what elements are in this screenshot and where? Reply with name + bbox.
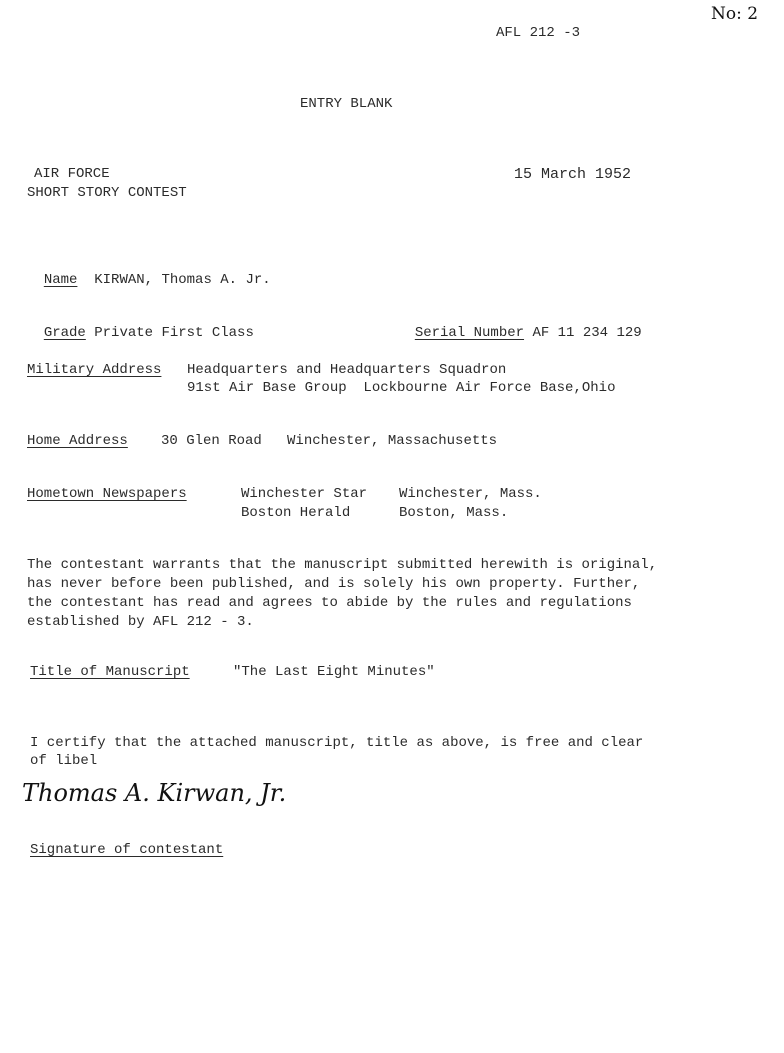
home-address-label: Home Address	[27, 433, 128, 449]
warranty-line: The contestant warrants that the manuscript submitted herewith is original,	[27, 557, 658, 573]
serial-label: Serial Number	[414, 325, 525, 341]
org-line-2: SHORT STORY CONTEST	[27, 185, 187, 201]
military-address-line-2: 91st Air Base Group Lockbourne Air Force Base,Ohio	[187, 380, 616, 396]
serial-row	[398, 309, 642, 341]
org-line-1: AIR FORCE	[34, 166, 110, 182]
military-address-line-1: Headquarters and Headquarters Squadron	[187, 362, 507, 378]
warranty-line: has never before been published, and is solely his own property. Further,	[27, 576, 641, 592]
grade-row	[27, 309, 254, 341]
military-address-label: Military Address	[27, 362, 162, 378]
grade-value: Private First Class	[94, 325, 254, 341]
form-code: AFL 212 -3	[496, 25, 581, 41]
entry-date: 15 March 1952	[514, 166, 632, 183]
warranty-line: the contestant has read and agrees to abide by the rules and regulations	[27, 595, 632, 611]
name-value: KIRWAN, Thomas A. Jr.	[94, 272, 271, 288]
manuscript-title-label: Title of Manuscript	[30, 664, 190, 680]
name-label: Name	[43, 272, 78, 288]
page-title: ENTRY BLANK	[300, 96, 393, 112]
newspapers-label: Hometown Newspapers	[27, 486, 187, 502]
home-address-value: 30 Glen Road Winchester, Massachusetts	[161, 433, 498, 449]
manuscript-title-value: "The Last Eight Minutes"	[233, 664, 435, 680]
newspaper-place: Winchester, Mass.	[399, 486, 542, 502]
handwritten-entry-number: No: 2	[711, 4, 759, 24]
newspaper-name: Boston Herald	[241, 505, 351, 521]
newspaper-place: Boston, Mass.	[399, 505, 509, 521]
certification-line: of libel	[30, 753, 98, 769]
name-row	[27, 256, 271, 288]
handwritten-signature: Thomas A. Kirwan, Jr.	[22, 779, 287, 807]
grade-label: Grade	[43, 325, 86, 341]
serial-value: AF 11 234 129	[532, 325, 642, 341]
certification-line: I certify that the attached manuscript, title as above, is free and clear	[30, 735, 644, 751]
warranty-line: established by AFL 212 - 3.	[27, 614, 254, 630]
signature-label: Signature of contestant	[30, 842, 224, 858]
newspaper-name: Winchester Star	[241, 486, 368, 502]
